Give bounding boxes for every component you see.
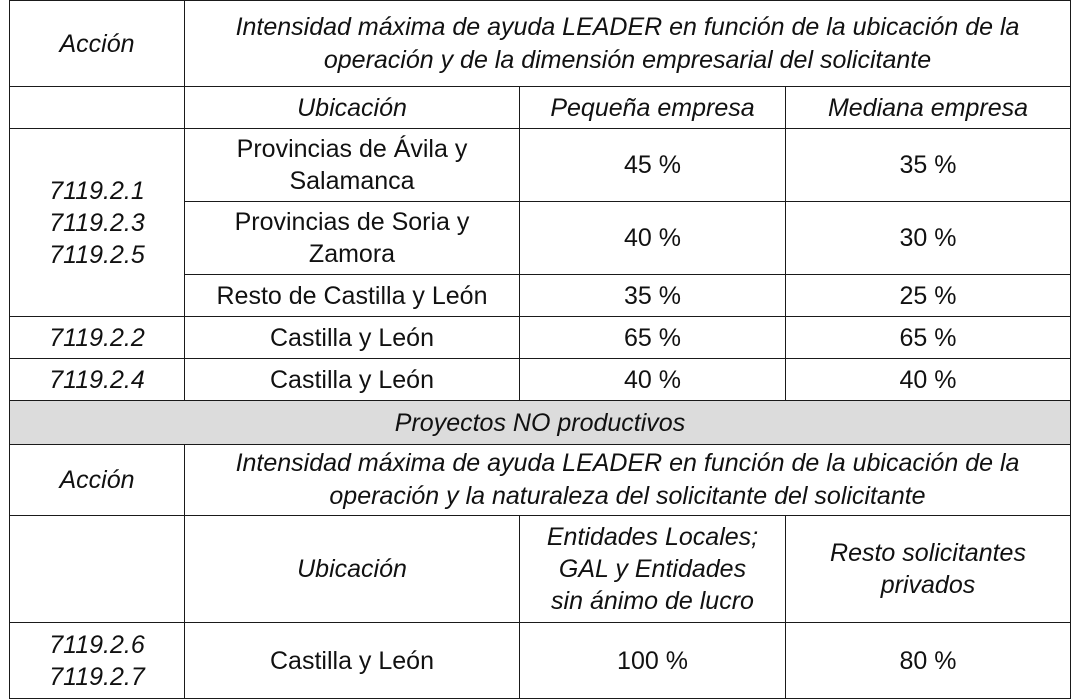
section-band-row <box>10 401 1071 445</box>
ubicacion-cell: Castilla y León <box>185 359 520 401</box>
mediana-value: 30 % <box>786 202 1071 275</box>
intensidad-header <box>185 1 1071 87</box>
empty-cell <box>10 87 185 129</box>
intensidad-header-line2: operación y de la dimensión empresarial del solicitante <box>323 45 932 74</box>
accion-codes-cell <box>10 623 185 699</box>
ubicacion-header: Ubicación <box>185 516 520 623</box>
empty-cell <box>10 516 185 623</box>
accion-code: 7119.2.2 <box>10 317 185 359</box>
intensidad-header-line1: Intensidad máxima de ayuda LEADER en función de la ubicación de la <box>235 12 1020 41</box>
accion-code: 7119.2.4 <box>10 359 185 401</box>
mediana-value: 25 % <box>786 275 1071 317</box>
accion-code: 7119.2.6 <box>49 630 145 659</box>
resto-header-line: privados <box>880 571 976 599</box>
section-band: Proyectos NO productivos <box>10 401 1071 445</box>
intensidad-header-line1: Intensidad máxima de ayuda LEADER en función de la ubicación de la <box>235 449 1020 477</box>
accion-code: 7119.2.3 <box>49 208 145 237</box>
ubicacion-line: Salamanca <box>289 167 415 195</box>
mediana-value: 40 % <box>786 359 1071 401</box>
entidades-header-line: GAL y Entidades <box>558 555 747 583</box>
pequena-value: 45 % <box>520 129 786 202</box>
ubicacion-line: Zamora <box>308 240 396 268</box>
ubicacion-line: Provincias de Soria y <box>234 208 470 236</box>
table-row <box>10 623 1071 699</box>
table-row <box>10 317 1071 359</box>
table1-header-row <box>10 1 1071 87</box>
pequena-value: 35 % <box>520 275 786 317</box>
accion-header: Acción <box>10 445 185 516</box>
entidades-header-line: sin ánimo de lucro <box>551 587 754 615</box>
table-row <box>10 359 1071 401</box>
table-row <box>10 129 1071 202</box>
accion-code: 7119.2.7 <box>49 662 145 691</box>
ubicacion-cell: Resto de Castilla y León <box>185 275 520 317</box>
ubicacion-line: Provincias de Ávila y <box>236 135 468 163</box>
ubicacion-cell <box>185 202 520 275</box>
ubicacion-cell: Castilla y León <box>185 623 520 699</box>
accion-code: 7119.2.5 <box>49 240 145 269</box>
pequena-value: 40 % <box>520 202 786 275</box>
intensidad-header <box>185 445 1071 516</box>
entidades-value: 100 % <box>520 623 786 699</box>
accion-codes-cell <box>10 129 185 317</box>
resto-header <box>786 516 1071 623</box>
intensidad-header-line2: operación y la naturaleza del solicitante del solicitante <box>329 482 926 510</box>
ubicacion-cell: Castilla y León <box>185 317 520 359</box>
resto-value: 80 % <box>786 623 1071 699</box>
aid-intensity-table <box>9 0 1071 699</box>
table2-header-row <box>10 445 1071 516</box>
ubicacion-header: Ubicación <box>185 87 520 129</box>
pequena-value: 40 % <box>520 359 786 401</box>
mediana-empresa-header: Mediana empresa <box>786 87 1071 129</box>
pequena-value: 65 % <box>520 317 786 359</box>
ubicacion-cell <box>185 129 520 202</box>
accion-code: 7119.2.1 <box>49 176 145 205</box>
mediana-value: 65 % <box>786 317 1071 359</box>
resto-header-line: Resto solicitantes <box>830 539 1026 567</box>
entidades-header-line: Entidades Locales; <box>546 523 759 551</box>
mediana-value: 35 % <box>786 129 1071 202</box>
accion-header: Acción <box>10 1 185 87</box>
entidades-header <box>520 516 786 623</box>
pequena-empresa-header: Pequeña empresa <box>520 87 786 129</box>
table1-subheader-row <box>10 87 1071 129</box>
table2-subheader-row <box>10 516 1071 623</box>
